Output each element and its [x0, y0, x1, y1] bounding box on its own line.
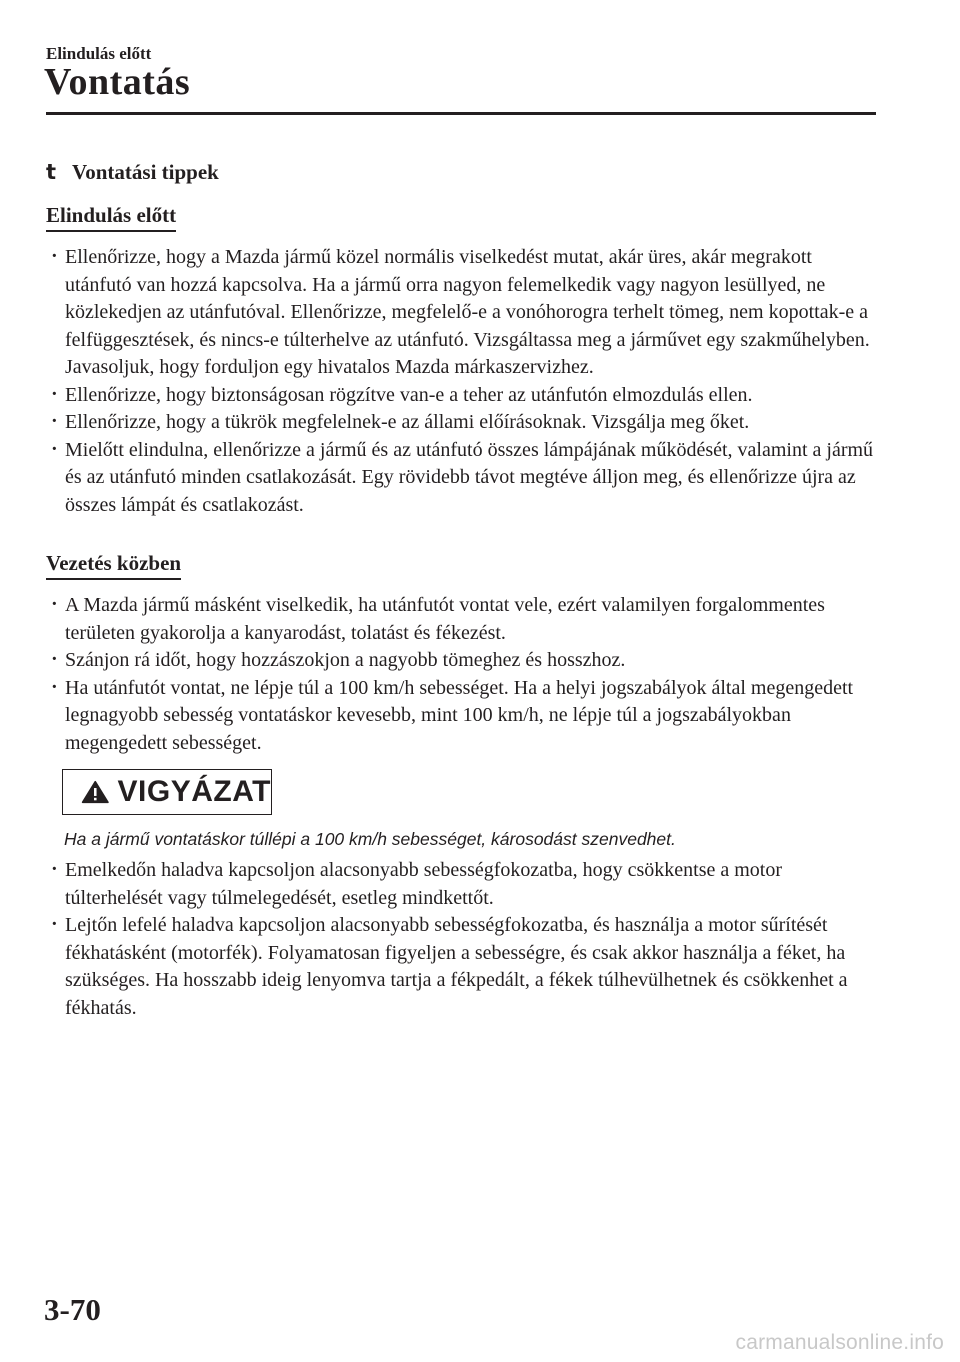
list-item: · Ellenőrizze, hogy a tükrök megfelelnek-e az állami előírásoknak. Vizsgálja meg őket.	[46, 409, 876, 437]
warning-triangle-icon	[81, 777, 110, 807]
list-item: · Mielőtt elindulna, ellenőrizze a jármű és az utánfutó összes lámpájának működését, valamint a jármű és az utánfutó minden csatlakozását. Egy rövidebb távot megtéve álljon meg, és ellenőrizze újra az összes lámpát és csatlakozást.	[46, 437, 876, 520]
list-item: · Szánjon rá időt, hogy hozzászokjon a nagyobb tömeghez és hosszhoz.	[46, 647, 876, 675]
section-marker: t	[46, 160, 57, 184]
list-item: · Ellenőrizze, hogy a Mazda jármű közel normális viselkedést mutat, akár üres, akár megrakott utánfutó van hozzá kapcsolva. Ha a jármű orra nagyon felemelkedik vagy nagyon lesüllyed, ne közlekedjen az utánfutóval. Ellenőrizze, megfelelő-e a vonóhorogra terhelt tömeg, nem kopottak-e a felfüggesztések, és nincs-e túlterhelve az utánfutó. Vizsgáltassa meg a járművet egy szakműhelyben. Javasoljuk, hogy forduljon egy hivatalos Mazda márkaszervizhez.	[46, 244, 876, 382]
list-item: · Lejtőn lefelé haladva kapcsoljon alacsonyabb sebességfokozatba, és használja a motor sűrítését fékhatásként (motorfék). Folyamatosan figyeljen a sebességre, és csak akkor használja a féket, ha szükséges. Ha hosszabb ideig lenyomva tartja a fékpedált, a fékek túlhevülhetnek és csökkenhet a fékhatás.	[46, 912, 876, 1022]
page-title: Vontatás	[44, 61, 191, 103]
caution-box	[62, 769, 272, 815]
list-item: · Ellenőrizze, hogy biztonságosan rögzítve van-e a teher az utánfutón elmozdulás ellen.	[46, 382, 876, 410]
subheading-while-driving: Vezetés közben	[46, 551, 181, 580]
while-driving-list	[46, 592, 876, 757]
caution-label: VIGYÁZAT	[117, 775, 271, 808]
title-divider	[46, 112, 876, 115]
watermark: carmanualsonline.info	[735, 1331, 944, 1354]
caution-text: Ha a jármű vontatáskor túllépi a 100 km/h sebességet, károsodást szenvedhet.	[64, 829, 676, 849]
list-item: · Ha utánfutót vontat, ne lépje túl a 100 km/h sebességet. Ha a helyi jogszabályok által megengedett legnagyobb sebesség vontatáskor kevesebb, mint 100 km/h, ne lépje túl a jogszabályokban megengedett sebességet.	[46, 675, 876, 758]
after-caution-list	[46, 857, 876, 1022]
section-title-text: Vontatási tippek	[72, 160, 219, 184]
before-driving-list	[46, 244, 876, 519]
subheading-before-driving: Elindulás előtt	[46, 203, 176, 232]
chapter-label: Elindulás előtt	[46, 44, 152, 63]
page-number: 3-70	[44, 1292, 101, 1327]
section-title	[46, 160, 219, 185]
list-item: · A Mazda jármű másként viselkedik, ha utánfutót vontat vele, ezért valamilyen forgalommentes területen gyakorolja a kanyarodást, tolatást és fékezést.	[46, 592, 876, 647]
list-item: · Emelkedőn haladva kapcsoljon alacsonyabb sebességfokozatba, hogy csökkentse a motor túlterhelését vagy túlmelegedését, esetleg mindkettőt.	[46, 857, 876, 912]
